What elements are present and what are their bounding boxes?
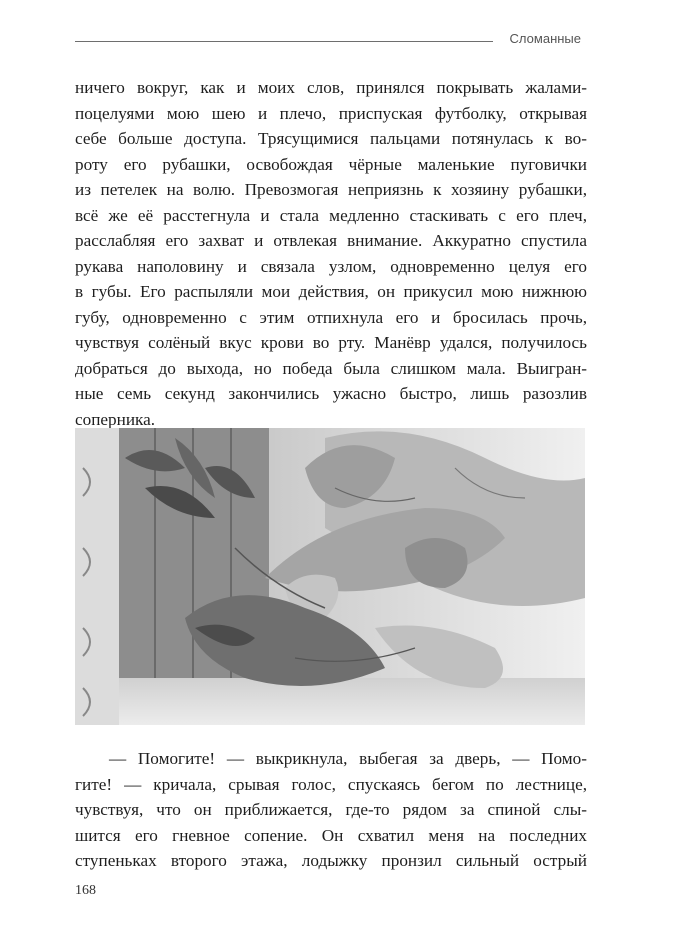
- text-line: гите! — кричала, срывая голос, спускаясь бегом по лестнице,: [75, 774, 587, 794]
- text-line: себе больше доступа. Трясущимися пальцами потянулась к во-: [75, 129, 587, 148]
- text-line: всё же её расстегнула и стала медленно стаскивать с его плеч,: [75, 205, 587, 225]
- text-line: ступеньках второго этажа, лодыжку пронзил сильный острый: [75, 851, 587, 870]
- text-line: ничего вокруг, как и моих слов, принялся покрывать жалами-: [75, 78, 587, 97]
- page-number: 168: [75, 883, 96, 898]
- text-line: — Помогите! — выкрикнула, выбегая за дверь, — Помо-: [109, 749, 587, 768]
- text-line: расслабляя его захват и отвлекая внимание. Аккуратно спустила: [75, 231, 587, 250]
- running-title: Сломанные: [509, 31, 581, 46]
- paragraph-top: [75, 75, 587, 432]
- text-line: в губы. Его распыляли мои действия, он прикусил мою нижнюю: [75, 282, 587, 301]
- text-line: ные семь секунд закончились ужасно быстро, лишь разозлив: [75, 384, 587, 403]
- text-line: губу, одновременно с этим отпихнула его и бросилась прочь,: [75, 307, 587, 327]
- text-line: добраться до выхода, но победа была слишком мала. Выигран-: [75, 358, 587, 378]
- text-line: шится его гневное сопение. Он схватил меня на последних: [75, 825, 587, 845]
- header-rule: [75, 41, 493, 42]
- illustration: [75, 428, 585, 725]
- paragraph-bottom: [75, 746, 587, 874]
- text-line: поцелуями мою шею и плечо, приспуская футболку, открывая: [75, 103, 587, 123]
- text-line: из петелек на волю. Превозмогая неприязнь к хозяину рубашки,: [75, 180, 587, 199]
- text-line: чувствуя солёный вкус крови во рту. Манёвр удался, получилось: [75, 333, 587, 352]
- text-line: рукава наполовину и связала узлом, одновременно целуя его: [75, 256, 587, 276]
- text-line: соперника.: [75, 409, 156, 429]
- text-line: роту его рубашки, освобождая чёрные маленькие пуговички: [75, 154, 587, 174]
- illustration-drawing: [75, 428, 585, 725]
- text-line: чувствуя, что он приближается, где-то рядом за спиной слы-: [75, 800, 587, 819]
